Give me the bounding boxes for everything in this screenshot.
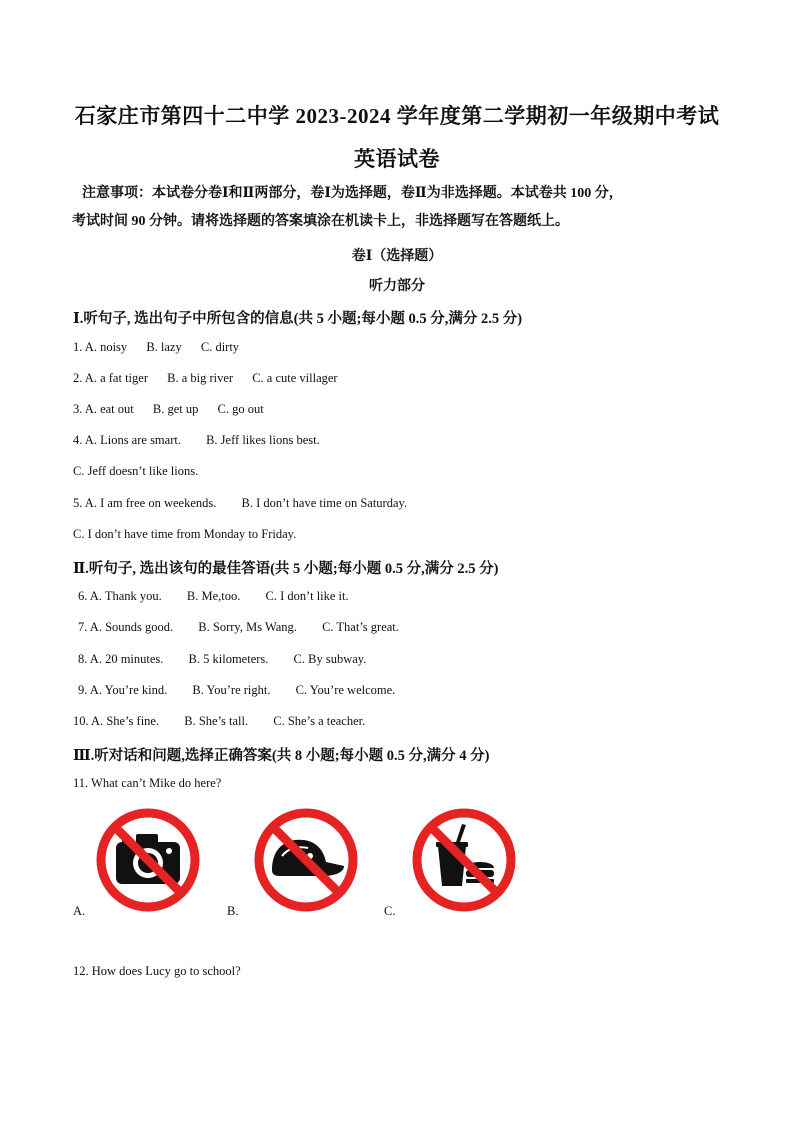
q1-option-b: B. lazy — [146, 340, 182, 354]
question-7 — [78, 620, 399, 635]
question-8 — [78, 652, 366, 667]
question-5 — [73, 496, 407, 511]
notice-line-1: 注意事项：本试卷分卷Ⅰ和Ⅱ两部分，卷Ⅰ为选择题，卷Ⅱ为非选择题。本试卷共 100 分， — [82, 186, 623, 201]
q2-option-b: B. a big river — [167, 371, 234, 385]
notice-block — [72, 180, 722, 236]
q4-option-b: B. Jeff likes lions best. — [206, 433, 320, 447]
q10-option-b: B. She’s tall. — [184, 714, 249, 728]
q9-option-b: B. You’re right. — [192, 683, 271, 697]
q3-option-b: B. get up — [152, 402, 199, 416]
q5-option-b: B. I don’t have time on Saturday. — [241, 496, 408, 510]
question-11: 11. What can’t Mike do here? — [73, 776, 222, 790]
question-4 — [73, 433, 320, 448]
question-3 — [73, 402, 264, 417]
listening-title: 听力部分 — [369, 279, 425, 294]
q11-option-b-label: B. — [227, 904, 239, 918]
q6-option-c: C. I don’t like it. — [265, 589, 349, 603]
q3-option-a: 3. A. eat out — [73, 402, 134, 416]
question-10 — [73, 714, 365, 729]
question-5-cont — [73, 527, 296, 542]
no-food-drink-sign-icon — [410, 806, 518, 914]
q11-option-c-label: C. — [384, 904, 396, 918]
volume-title: 卷Ⅰ（选择题） — [351, 249, 443, 264]
exam-title: 石家庄市第四十二中学 2023-2024 学年度第二学期初一年级期中考试 — [74, 104, 720, 128]
q5-option-a: 5. A. I am free on weekends. — [73, 496, 217, 510]
q8-option-a: 8. A. 20 minutes. — [78, 652, 164, 666]
question-1 — [73, 340, 239, 355]
q6-option-a: 6. A. Thank you. — [78, 589, 162, 603]
no-cap-sign-icon — [252, 806, 360, 914]
question-4-cont — [73, 464, 198, 479]
q1-option-a: 1. A. noisy — [73, 340, 128, 354]
q7-option-b: B. Sorry, Ms Wang. — [198, 620, 297, 634]
section-3-title: Ⅲ.听对话和问题,选择正确答案(共 8 小题;每小题 0.5 分,满分 4 分) — [73, 748, 490, 764]
q9-option-a: 9. A. You’re kind. — [78, 683, 168, 697]
q10-option-a: 10. A. She’s fine. — [73, 714, 160, 728]
section-2-title: Ⅱ.听句子, 选出该句的最佳答语(共 5 小题;每小题 0.5 分,满分 2.5 分) — [73, 561, 499, 577]
q4-option-c: C. Jeff doesn’t like lions. — [73, 464, 199, 478]
section-1-title: Ⅰ.听句子, 选出句子中所包含的信息(共 5 小题;每小题 0.5 分,满分 2.5 分) — [73, 311, 523, 327]
q8-option-c: C. By subway. — [293, 652, 367, 666]
q6-option-b: B. Me,too. — [186, 589, 241, 603]
q5-option-c: C. I don’t have time from Monday to Friday. — [73, 527, 297, 541]
question-11-images — [0, 806, 794, 921]
q8-option-b: B. 5 kilometers. — [188, 652, 269, 666]
q11-option-a-label: A. — [73, 904, 86, 918]
question-6 — [78, 589, 349, 604]
notice-line-2: 考试时间 90 分钟。请将选择题的答案填涂在机读卡上，非选择题写在答题纸上。 — [72, 214, 569, 229]
q7-option-c: C. That’s great. — [322, 620, 399, 634]
question-2 — [73, 371, 338, 386]
q7-option-a: 7. A. Sounds good. — [78, 620, 174, 634]
q2-option-c: C. a cute villager — [252, 371, 338, 385]
question-9 — [78, 683, 395, 698]
q1-option-c: C. dirty — [200, 340, 240, 354]
q10-option-c: C. She’s a teacher. — [273, 714, 366, 728]
no-camera-sign-icon — [94, 806, 202, 914]
q9-option-c: C. You’re welcome. — [295, 683, 396, 697]
exam-subtitle: 英语试卷 — [354, 147, 440, 171]
q4-option-a: 4. A. Lions are smart. — [73, 433, 181, 447]
q3-option-c: C. go out — [217, 402, 264, 416]
question-12: 12. How does Lucy go to school? — [73, 964, 241, 978]
q2-option-a: 2. A. a fat tiger — [73, 371, 148, 385]
